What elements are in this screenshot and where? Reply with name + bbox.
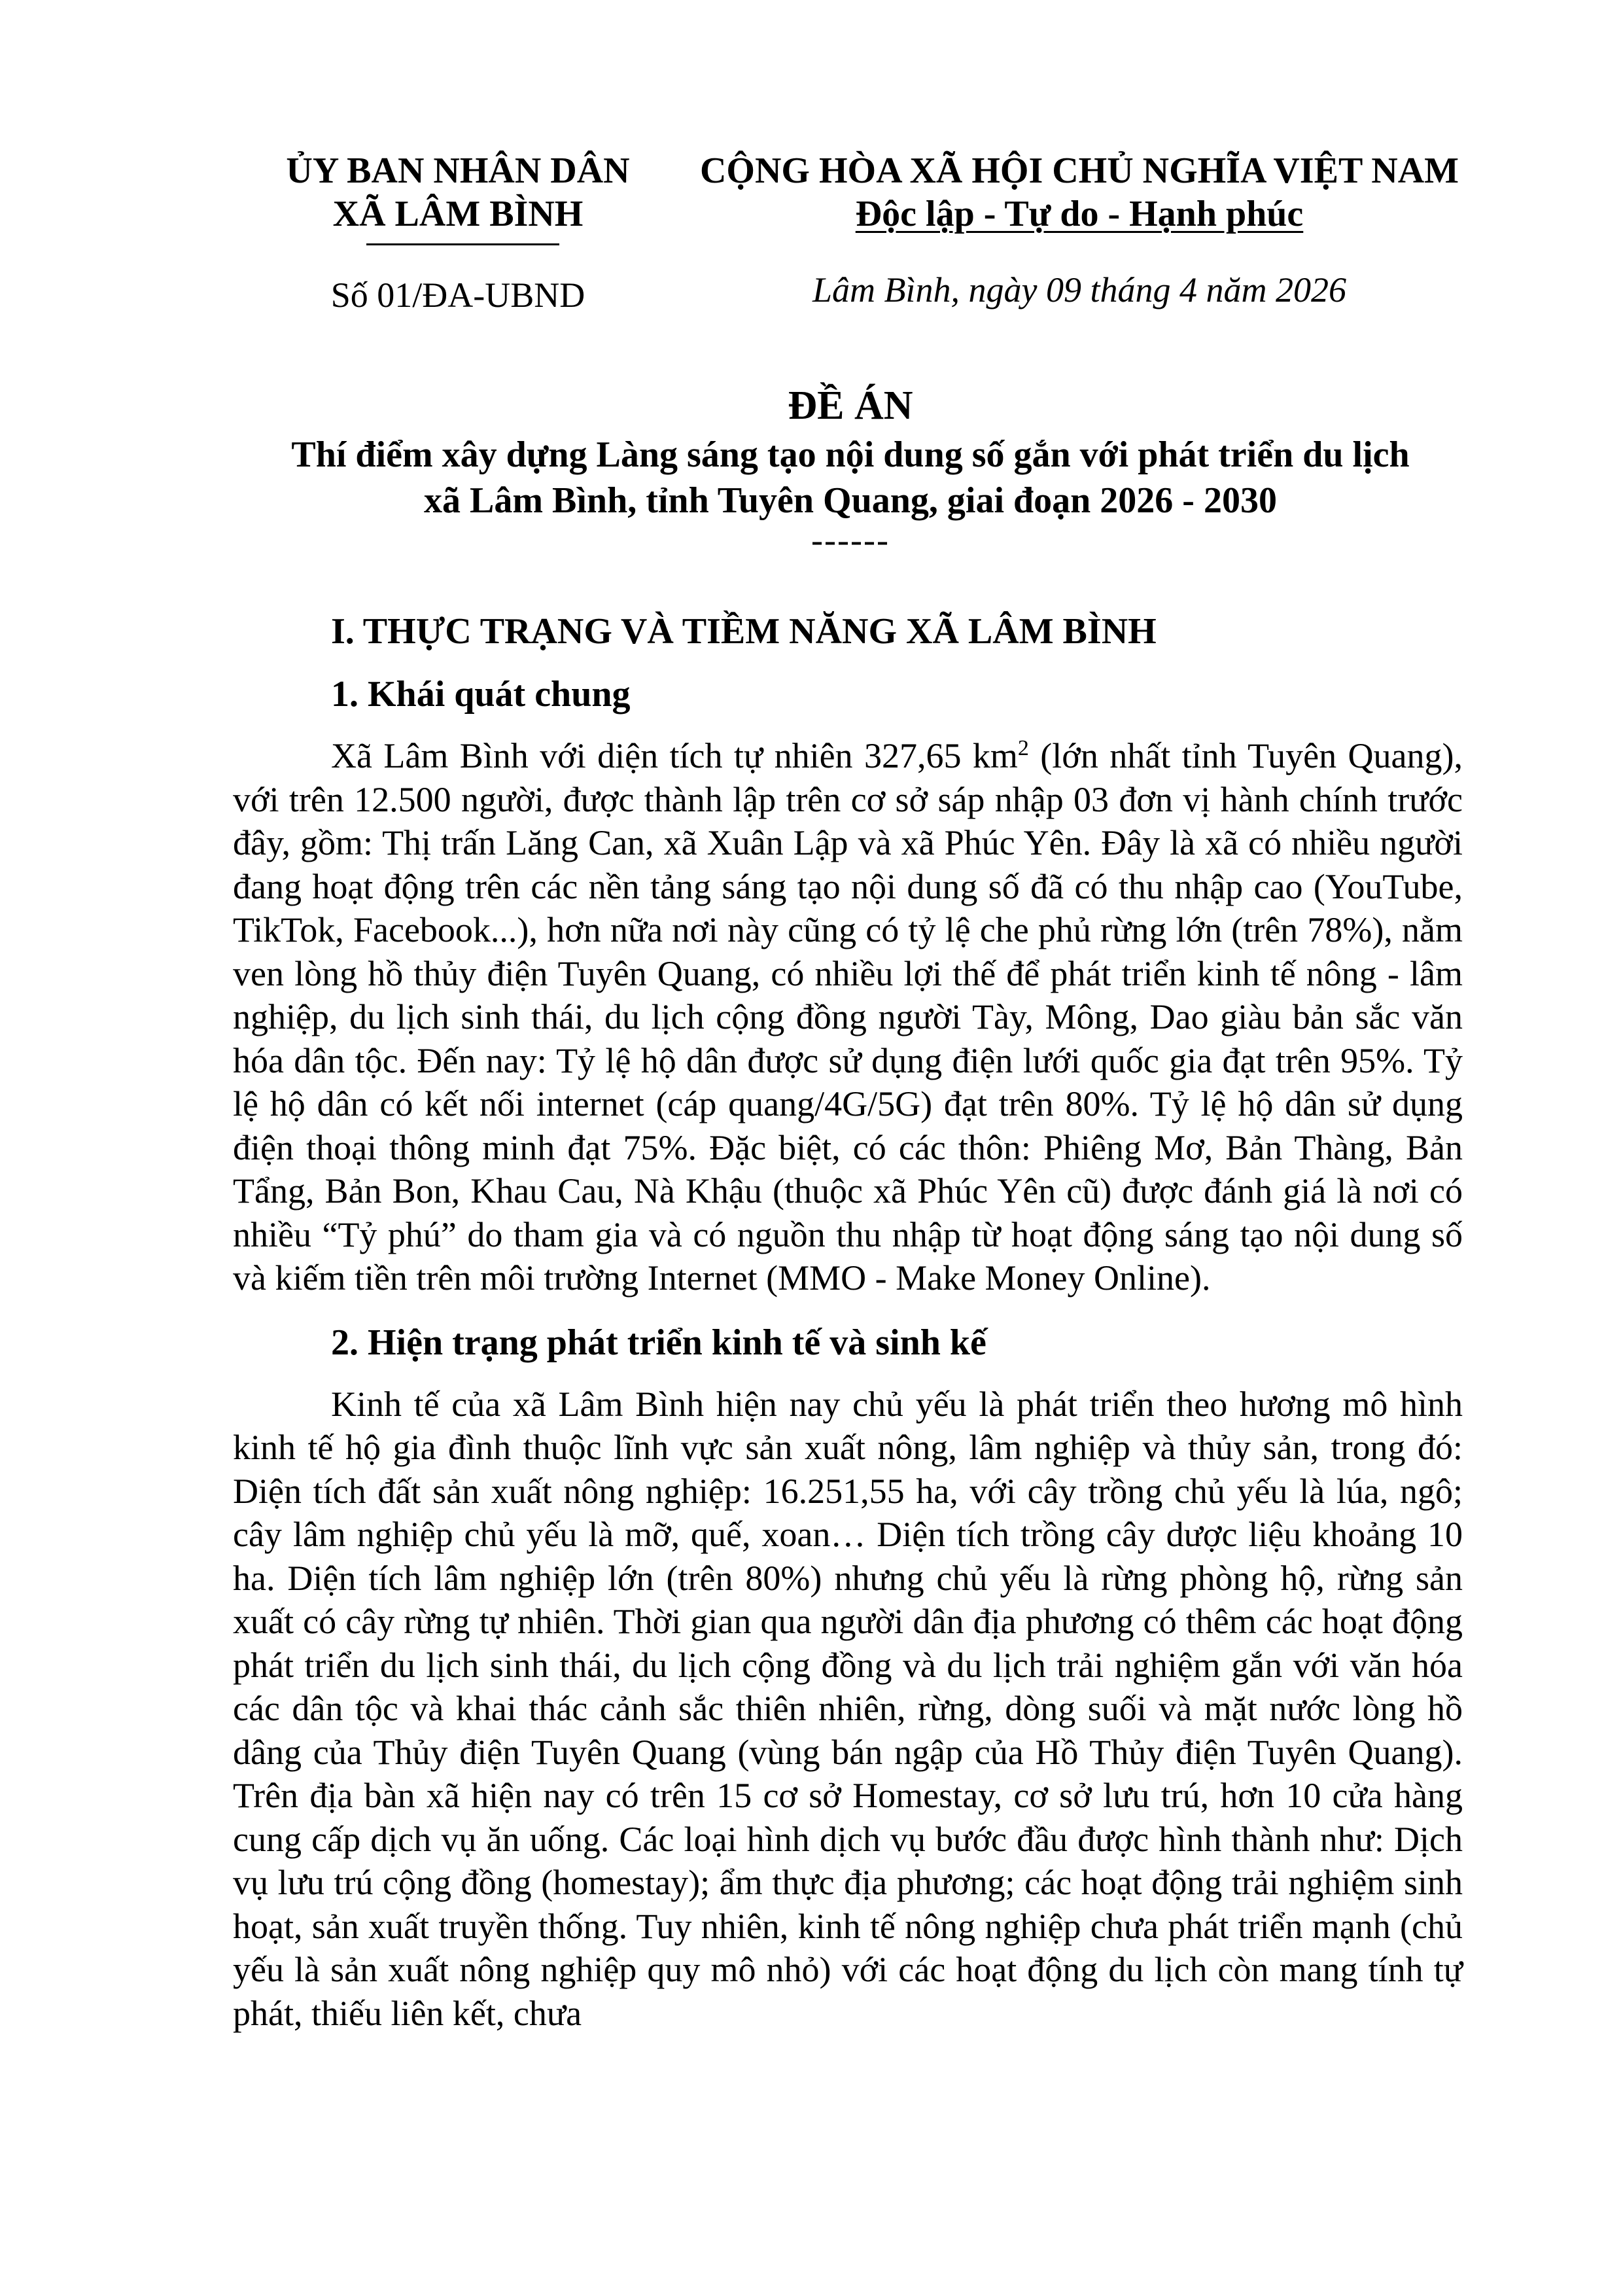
paragraph-overview-rest: (lớn nhất tỉnh Tuyên Quang), với trên 12.500 người, được thành lập trên cơ sở sáp nhập 03 đơn vị hành chính trước đây, gồm: Thị trấn Lăng Can, xã Xuân Lập và xã Phúc Yên. Đây là xã có nhiều người đang hoạt động trên các nền tảng sáng tạo nội dung số đã có thu nhập cao (YouTube, TikTok, Facebook...), hơn nữa nơi này cũng có tỷ lệ che phủ rừng lớn (trên 78%), nằm ven lòng hồ thủy điện Tuyên Quang, có nhiều lợi thế để phát triển kinh tế nông - lâm nghiệp, du lịch sinh thái, du lịch cộng đồng người Tày, Mông, Dao giàu bản sắc văn hóa dân tộc. Đến nay: Tỷ lệ hộ dân được sử dụng điện lưới quốc gia đạt trên 95%. Tỷ lệ hộ dân có kết nối internet (cáp quang/4G/5G) đạt trên 80%. Tỷ lệ hộ dân sử dụng điện thoại thông minh đạt 75%. Đặc biệt, có các thôn: Phiêng Mơ, Bản Thàng, Bản Tẩng, Bản Bon, Khau Cau, Nà Khậu (thuộc xã Phúc Yên cũ) được đánh giá là nơi có nhiều “Tỷ phú” do tham gia và có nguồn thu nhập từ hoạt động sáng tạo nội dung số và kiếm tiền trên môi trường Internet (MMO - Make Money Online). <box>233 736 1463 1298</box>
superscript-2: 2 <box>1017 736 1029 760</box>
authority-line-1: ỦY BAN NHÂN DÂN <box>286 150 630 191</box>
paragraph-overview <box>233 734 1463 1300</box>
title-line-1: Thí điểm xây dựng Làng sáng tạo nội dung số gắn với phát triển du lịch <box>291 434 1410 475</box>
authority-underline <box>366 243 559 245</box>
section-heading: I. THỰC TRẠNG VÀ TIỀM NĂNG XÃ LÂM BÌNH <box>331 611 1157 652</box>
motto: Độc lập - Tự do - Hạnh phúc <box>855 194 1304 234</box>
subsection-heading-1: 1. Khái quát chung <box>331 674 631 715</box>
authority-line-2: XÃ LÂM BÌNH <box>332 194 584 234</box>
place-and-date: Lâm Bình, ngày 09 tháng 4 năm 2026 <box>812 270 1346 309</box>
document-body <box>233 609 1463 2055</box>
issuing-authority <box>242 149 674 236</box>
paragraph-overview-start: Xã Lâm Bình với diện tích tự nhiên 327,65 km <box>331 736 1018 775</box>
title-line-2: xã Lâm Bình, tỉnh Tuyên Quang, giai đoạn 2026 - 2030 <box>424 480 1277 521</box>
document-number: Số 01/ĐA-UBND <box>330 275 585 315</box>
motto-wrapper <box>687 192 1472 236</box>
subsection-heading-2: 2. Hiện trạng phát triển kinh tế và sinh kế <box>331 1322 986 1363</box>
title-separator: ------ <box>811 520 890 559</box>
national-motto <box>687 149 1472 236</box>
title-main: ĐỀ ÁN <box>788 383 913 428</box>
document-title <box>236 380 1465 559</box>
nation-name: CỘNG HÒA XÃ HỘI CHỦ NGHĨA VIỆT NAM <box>699 150 1459 191</box>
paragraph-economy: Kinh tế của xã Lâm Bình hiện nay chủ yếu là phát triển theo hương mô hình kinh tế hộ gia đình thuộc lĩnh vực sản xuất nông, lâm nghiệp và thủy sản, trong đó: Diện tích đất sản xuất nông nghiệp: 16.251,55 ha, với cây trồng chủ yếu là lúa, ngô; cây lâm nghiệp chủ yếu là mỡ, quế, xoan… Diện tích trồng cây dược liệu khoảng 10 ha. Diện tích lâm nghiệp lớn (trên 80%) nhưng chủ yếu là rừng phòng hộ, rừng sản xuất có cây rừng tự nhiên. Thời gian qua người dân địa phương có thêm các hoạt động phát triển du lịch sinh thái, du lịch cộng đồng và du lịch trải nghiệm gắn với văn hóa các dân tộc và khai thác cảnh sắc thiên nhiên, rừng, dòng suối và mặt nước lòng hồ dâng của Thủy điện Tuyên Quang (vùng bán ngập của Hồ Thủy điện Tuyên Quang). Trên địa bàn xã hiện nay có trên 15 cơ sở Homestay, cơ sở lưu trú, hơn 10 cửa hàng cung cấp dịch vụ ăn uống. Các loại hình dịch vụ bước đầu được hình thành như: Dịch vụ lưu trú cộng đồng (homestay); ẩm thực địa phương; các hoạt động trải nghiệm sinh hoạt, sản xuất truyền thống. Tuy nhiên, kinh tế nông nghiệp chưa phát triển mạnh (chủ yếu là sản xuất nông nghiệp quy mô nhỏ) với các hoạt động du lịch còn mang tính tự phát, thiếu liên kết, chưa <box>233 1384 1463 2033</box>
